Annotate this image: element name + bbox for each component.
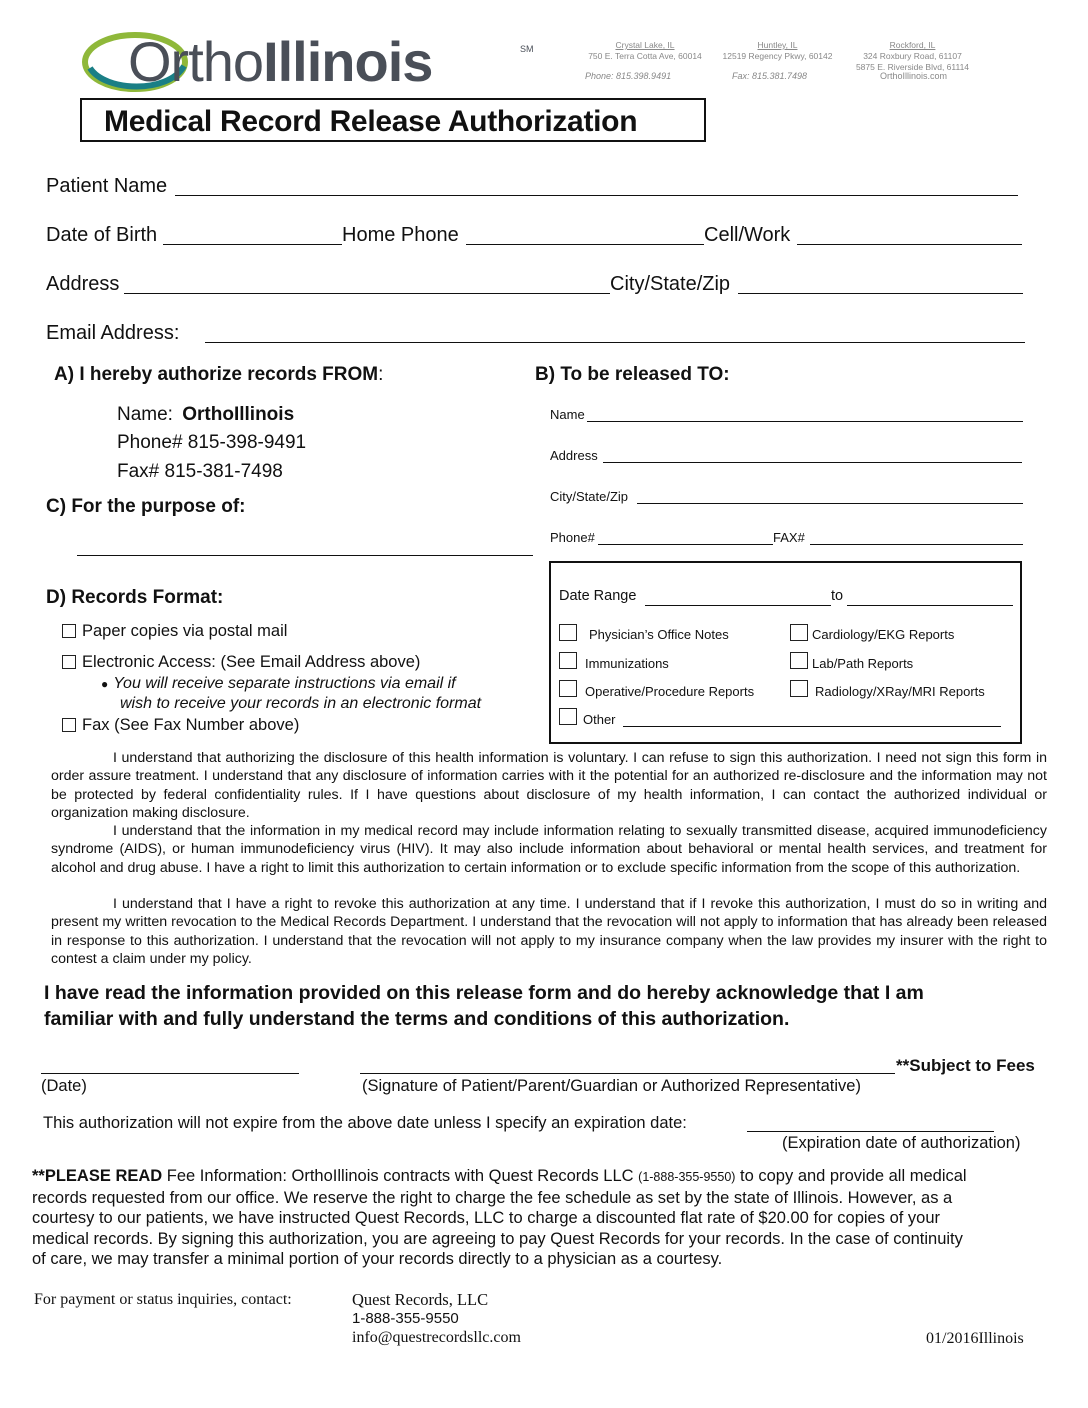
date-range-from-field[interactable] — [645, 605, 831, 606]
email-label: Email Address: — [46, 322, 180, 344]
home-phone-field[interactable] — [466, 244, 704, 245]
location-address: 750 E. Terra Cotta Ave, 60014 — [588, 51, 702, 61]
city-state-zip-label: City/State/Zip — [610, 273, 731, 295]
patient-name-label: Patient Name — [46, 175, 168, 197]
header-fax: Fax: 815.381.7498 — [732, 71, 808, 81]
footer-phone: 1-888-355-9550 — [352, 1310, 459, 1327]
physician-notes-label: Physician’s Office Notes — [589, 627, 729, 642]
to-fax-label: FAX# — [773, 530, 805, 545]
location-address: 12519 Regency Pkwy, 60142 — [722, 51, 833, 61]
acknowledgement-line-1: I have read the information provided on this release form and do hereby acknowledge that I am — [44, 982, 924, 1004]
location-huntley — [710, 40, 845, 62]
section-c-heading: C) For the purpose of: — [46, 496, 246, 517]
to-address-label: Address — [550, 448, 598, 463]
lab-label: Lab/Path Reports — [812, 656, 914, 671]
section-d-heading: D) Records Format: — [46, 587, 224, 608]
email-field[interactable] — [205, 342, 1025, 343]
cardiology-label: Cardiology/EKG Reports — [812, 627, 955, 642]
logo-text-light: Ortho — [128, 30, 264, 93]
cell-work-field[interactable] — [797, 244, 1022, 245]
legal-paragraph-3 — [51, 895, 1047, 969]
fee-line-1 — [32, 1166, 1052, 1188]
date-caption: (Date) — [41, 1077, 87, 1095]
fee-line-2: records requested from our office. We reserve the right to charge the fee schedule as set by the state of Illinois. However, as a — [32, 1188, 953, 1207]
section-a-heading — [54, 364, 383, 386]
form-code: 01/2016Illinois — [926, 1330, 1024, 1347]
fee-line-4: medical records. By signing this authorization, you are agreeing to pay Quest Records for your records. In the case of continuity — [32, 1229, 963, 1248]
expiry-text: This authorization will not expire from the above date unless I specify an expiration date: — [43, 1114, 687, 1132]
footer-company: Quest Records, LLC — [352, 1290, 489, 1309]
to-name-label: Name — [550, 407, 585, 422]
logo — [80, 30, 540, 94]
option-fax-label: Fax (See Fax Number above) — [82, 716, 300, 734]
location-crystal-lake — [580, 40, 710, 62]
from-name-value: OrthoIllinois — [182, 404, 295, 425]
to-name-field[interactable] — [587, 421, 1023, 422]
legal-text-1: I understand that authorizing the disclosure of this health information is voluntary. I can refuse to sign this authorization. I need not sign this form in order assure treatment. I understand that any disclosure of information carries with it the potential for an authorized re-disclosure and the information may not be protected by federal confidentiality rules. If I have questions about disclosure of my health information, I can contact the authorized individual or organization making disclosure. — [51, 750, 1047, 822]
date-range-to-label: to — [831, 588, 844, 604]
date-range-to-field[interactable] — [847, 605, 1013, 606]
bullet-icon: ● — [101, 677, 109, 691]
fee-line-1-text-a: Fee Information: OrthoIllinois contracts with Quest Records LLC — [162, 1167, 639, 1185]
legal-text-2: I understand that the information in my medical record may include information relating to sexually transmitted disease, acquired immunodeficiency syndrome (AIDS), or human immunodeficiency virus (HIV). It may also include information about behavioral or mental health services, and treatment for alcohol and drug abuse. I have a right to limit this authorization to certain information or to exclude specific information from the scope of this authorization. — [51, 823, 1047, 876]
dob-field[interactable] — [163, 244, 342, 245]
legal-paragraph-2 — [51, 822, 1047, 877]
city-state-zip-field[interactable] — [738, 293, 1023, 294]
note-line-1: You will receive separate instructions via email if — [113, 675, 456, 692]
checkbox-other[interactable] — [559, 708, 577, 725]
radiology-label: Radiology/XRay/MRI Reports — [815, 684, 985, 699]
fee-line-3: courtesy to our patients, we have instructed Quest Records, LLC to charge a discounted flat rate of $20.00 for copies of your — [32, 1209, 941, 1227]
electronic-note — [101, 674, 481, 714]
page-title: Medical Record Release Authorization — [104, 105, 638, 138]
from-name — [117, 404, 294, 426]
fee-information — [32, 1166, 1052, 1270]
expiration-date-field[interactable] — [747, 1131, 994, 1132]
signature-caption: (Signature of Patient/Parent/Guardian or Authorized Representative) — [362, 1077, 861, 1095]
header-website: OrthoIllinois.com — [880, 71, 948, 81]
option-electronic[interactable] — [62, 653, 420, 672]
to-phone-label: Phone# — [550, 530, 595, 545]
location-rockford — [845, 40, 980, 73]
section-a-title: A) I hereby authorize records FROM — [54, 364, 379, 385]
checkbox-cardiology[interactable] — [790, 624, 808, 641]
from-name-label: Name: — [117, 404, 173, 425]
location-address-2: 5875 E. Riverside Blvd, 61114 — [855, 62, 970, 72]
operative-label: Operative/Procedure Reports — [585, 684, 755, 699]
to-phone-field[interactable] — [598, 544, 773, 545]
fees-note: **Subject to Fees — [896, 1056, 1035, 1075]
logo-text-bold: Illinois — [263, 30, 433, 93]
purpose-field[interactable] — [77, 555, 533, 556]
date-signature-field[interactable] — [41, 1073, 299, 1074]
acknowledgement — [44, 980, 924, 1032]
patient-name-field[interactable] — [175, 195, 1018, 196]
logo-service-mark: SM — [520, 44, 534, 54]
address-label: Address — [46, 273, 120, 295]
to-city-label: City/State/Zip — [550, 489, 629, 504]
checkbox-physician-notes[interactable] — [559, 624, 577, 641]
fee-line-5: of care, we may transfer a minimal portion of your records directly to a physician as a courtesy. — [32, 1250, 723, 1268]
cell-work-label: Cell/Work — [704, 224, 791, 246]
to-address-field[interactable] — [603, 462, 1022, 463]
checkbox-lab[interactable] — [790, 652, 808, 669]
home-phone-label: Home Phone — [342, 224, 459, 246]
legal-text-3: I understand that I have a right to revoke this authorization at any time. I understand that if I revoke this authorization, I must do so in writing and present my written revocation to the Medical Records Department. I understand that the revocation will not apply to information that has already been released in response to this authorization. I understand that the revocation will not apply to my insurance company when the law provides my insurer with the right to contest a claim under my policy. — [51, 896, 1047, 968]
location-city: Huntley, IL — [757, 40, 798, 50]
checkbox[interactable] — [62, 624, 76, 638]
from-fax: Fax# 815-381-7498 — [117, 461, 283, 482]
to-fax-field[interactable] — [810, 544, 1023, 545]
contact-label: For payment or status inquiries, contact: — [34, 1291, 292, 1308]
location-address: 324 Roxbury Road, 61107 — [863, 51, 962, 61]
fee-line-1-phone: (1-888-355-9550) — [638, 1170, 736, 1184]
from-phone: Phone# 815-398-9491 — [117, 432, 307, 453]
footer-email[interactable]: info@questrecordsllc.com — [352, 1329, 521, 1346]
records-type-box — [549, 561, 1022, 744]
checkbox-radiology[interactable] — [790, 680, 808, 697]
option-paper[interactable] — [62, 622, 287, 641]
option-electronic-label: Electronic Access: (See Email Address above) — [82, 653, 421, 671]
immunizations-label: Immunizations — [585, 656, 669, 671]
option-fax[interactable] — [62, 716, 299, 735]
note-line-2: wish to receive your records in an electronic format — [120, 695, 482, 712]
legal-paragraph-1 — [51, 749, 1047, 823]
dob-label: Date of Birth — [46, 224, 158, 246]
title-box — [80, 98, 706, 142]
location-city: Crystal Lake, IL — [615, 40, 675, 50]
other-field[interactable] — [623, 726, 1001, 727]
signature-field[interactable] — [360, 1073, 895, 1074]
checkbox[interactable] — [62, 718, 76, 732]
please-read: **PLEASE READ — [32, 1167, 163, 1185]
option-paper-label: Paper copies via postal mail — [82, 622, 288, 640]
section-a-colon: : — [378, 364, 384, 385]
header-phone: Phone: 815.398.9491 — [585, 71, 672, 81]
location-city: Rockford, IL — [889, 40, 936, 50]
checkbox[interactable] — [62, 655, 76, 669]
fee-line-1-text-b: to copy and provide all medical — [735, 1167, 967, 1185]
acknowledgement-line-2: familiar with and fully understand the terms and conditions of this authorization. — [44, 1008, 790, 1030]
expiry-caption: (Expiration date of authorization) — [782, 1134, 1021, 1152]
checkbox-operative[interactable] — [559, 680, 577, 697]
address-field[interactable] — [124, 293, 610, 294]
date-range-label: Date Range — [559, 588, 637, 604]
other-label: Other — [583, 712, 616, 727]
checkbox-immunizations[interactable] — [559, 652, 577, 669]
to-city-field[interactable] — [637, 503, 1023, 504]
section-b-heading: B) To be released TO: — [535, 364, 730, 385]
